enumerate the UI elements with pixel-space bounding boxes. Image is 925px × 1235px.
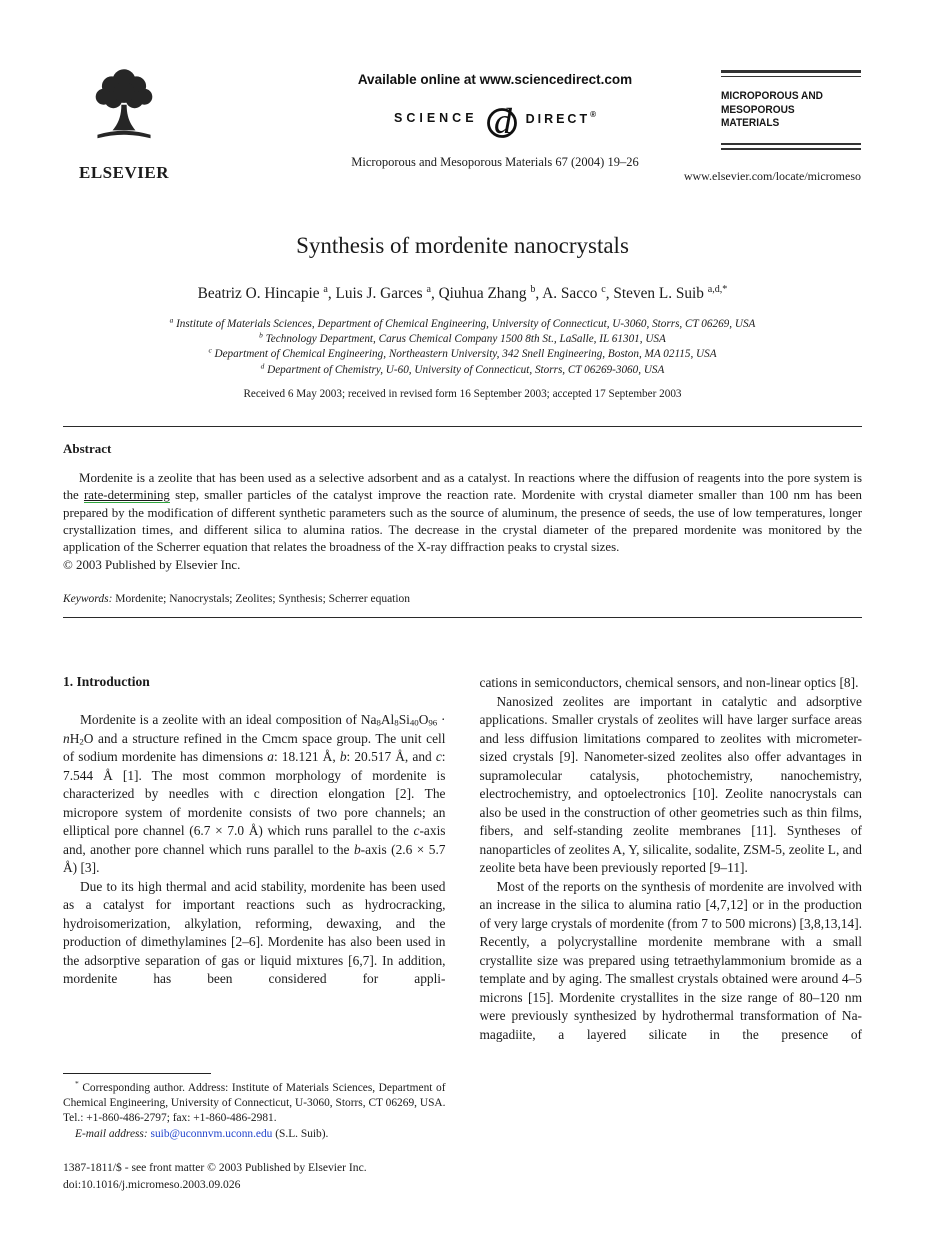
page-footer	[63, 1160, 862, 1193]
affiliation-line	[63, 347, 862, 362]
journal-url[interactable]: www.elsevier.com/locate/micromeso	[683, 169, 861, 183]
elsevier-tree-icon	[77, 64, 171, 156]
intro-paragraph-4: Nanosized zeolites are important in catalytic and adsorptive applications. Smaller crystals of zeolites will have larger surface areas and less diffusion limitations compared to zeolites with micrometer-sized crystals [9]. Nanometer-sized zeolites also offer advantages in supramolecular catalysis, photochemistry, nanochemistry, electrochemistry, and optoelectronics [10]. Zeolite nanocrystals can also be used in the construction of other geometries such as thin films, fibers, and self-standing zeolite membranes [11]. Syntheses of nanoparticles of zeolites A, Y, silicalite, sodalite, ZSM-5, zeolite L, and zeolite beta have been previously reported [9–11].	[479, 693, 862, 876]
affiliation-marker: a	[169, 315, 174, 325]
direct-word: DIRECT	[525, 112, 591, 126]
issn-line: 1387-1811/$ - see front matter © 2003 Published by Elsevier Inc.	[63, 1161, 367, 1175]
keywords-line	[63, 593, 862, 605]
registered-mark: ®	[590, 110, 596, 119]
keywords-text: Mordenite; Nanocrystals; Zeolites; Synthesis; Scherrer equation	[112, 593, 411, 606]
abstract-bottom-rule	[63, 617, 862, 618]
footnote	[63, 1073, 446, 1143]
affiliation-line	[63, 332, 862, 347]
svg-text:d: d	[493, 101, 512, 140]
masthead-center	[295, 72, 695, 170]
introduction-heading: 1. Introduction	[63, 674, 150, 690]
double-rule-top	[721, 70, 861, 77]
abstract-top-rule	[63, 426, 862, 427]
received-dates: Received 6 May 2003; received in revised form 16 September 2003; accepted 17 September 2003	[243, 387, 682, 400]
science-text: SCIENCE	[393, 111, 478, 125]
left-column	[63, 674, 446, 1142]
rate-determining-underline[interactable]: rate-determining	[83, 488, 170, 503]
intro-paragraph-5: Most of the reports on the synthesis of mordenite are involved with an increase in the silica to alumina ratio [4,7,12] or in the production of very large crystals of mordenite (from 7 to 500 microns) [3,8,13,14]. Recently, a polycrystalline mordenite membrane with a small crystallite size was prepared using tetraethylammonium bromide as a template and by aging. The smallest crystals obtained were around 4–5 microns [15]. Mordenite crystallites in the size range of 80–120 nm were previously synthesized by hydrothermal transformation of Na-magadiite, a layered silicate in the presence of	[479, 878, 862, 1042]
elsevier-logo	[65, 64, 183, 183]
journal-name-box	[721, 70, 861, 150]
journal-name-line: MICROPOROUS AND	[721, 90, 823, 102]
keywords-label: Keywords:	[63, 593, 113, 606]
article-title: Synthesis of mordenite nanocrystals	[296, 233, 629, 258]
abstract-copyright: © 2003 Published by Elsevier Inc.	[63, 557, 241, 572]
affiliation-text: Technology Department, Carus Chemical Company 1500 8th St., LaSalle, IL 61301, USA	[262, 333, 666, 346]
author-list: Beatriz O. Hincapie $^a$, Luis J. Garces $^a$, Qiuhua Zhang $^b$, A. Sacco $^c$, Steven L. Suib $^{a,d,*}$	[197, 283, 728, 302]
affiliation-line	[63, 360, 862, 378]
sciencedirect-d-icon	[484, 96, 520, 140]
affiliation-text: Department of Chemical Engineering, Northeastern University, 342 Snell Engineering, Boston, MA 02115, USA	[211, 348, 717, 361]
affiliation-marker: c	[208, 345, 212, 355]
abstract-heading: Abstract	[63, 440, 112, 456]
affiliation-text: Department of Chemistry, U-60, University of Connecticut, Storrs, CT 06269-3060, USA	[264, 363, 665, 376]
available-online-text: Available online at www.sciencedirect.com	[357, 72, 633, 87]
email-link[interactable]: suib@uconnvm.uconn.edu	[150, 1127, 273, 1140]
elsevier-wordmark: ELSEVIER	[79, 163, 169, 182]
email-address-line: E-mail address: suib@uconnvm.uconn.edu (S.L. Suib).	[75, 1127, 329, 1140]
sciencedirect-logo	[295, 95, 695, 141]
two-column-body	[63, 674, 862, 1142]
right-column	[480, 674, 863, 1142]
journal-name-line: MESOPOROUS MATERIALS	[721, 103, 795, 129]
intro-paragraph-3: cations in semiconductors, chemical sensors, and non-linear optics [8].	[479, 675, 859, 691]
journal-masthead	[63, 0, 862, 205]
affiliations	[63, 317, 862, 378]
affiliation-text: Institute of Materials Sciences, Department of Chemical Engineering, University of Connecticut, U-3060, Storrs, CT 06269, USA	[173, 318, 756, 330]
double-rule-bottom	[721, 143, 861, 150]
direct-text	[526, 110, 596, 126]
affiliation-marker: b	[259, 330, 263, 340]
journal-citation: Microporous and Mesoporous Materials 67 (2004) 19–26	[351, 155, 639, 169]
journal-name	[721, 90, 850, 131]
corresponding-author-note: * Corresponding author. Address: Institute of Materials Sciences, Department of Chemical Engineering, University of Connecticut, U-3060, Storrs, CT 06269, USA. Tel.: +1-860-486-2797; fax: +1-860-486-2981.	[63, 1078, 446, 1125]
intro-paragraph-2: Due to its high thermal and acid stability, mordenite has been used as a catalyst for important reactions such as hydrocracking, hydroisomerization, alkylation, reforming, dewaxing, and the production of dimethylamines [2–6]. Mordenite has also been used in the adsorptive separation of gas or liquid mixtures [6,7]. In addition, mordenite has been considered for appli-	[63, 878, 446, 987]
affiliation-marker: d	[260, 360, 265, 370]
doi-line: doi:10.1016/j.micromeso.2003.09.026	[63, 1177, 241, 1191]
affiliation-line	[63, 317, 862, 332]
footnote-rule	[63, 1073, 211, 1074]
abstract-text: Mordenite is a zeolite that has been used as a selective adsorbent and as a catalyst. In reactions where the diffusion of reagents into the pore system is the rate-determining step, smaller particles of the catalyst improve the reaction rate. Mordenite with crystal diameter smaller than 100 nm has been prepared by the modification of different synthetic parameters such as the source of aluminum, the presence of seeds, the use of low temperatures, longer crystallization times, and different silica to alumina ratios. The decrease in the crystal diameter of the prepared mordenite was monitored by the application of the Scherrer equation that relates the broadness of the X-ray diffraction peaks to crystal sizes.	[63, 470, 862, 555]
intro-paragraph-1: Mordenite is a zeolite with an ideal composition of Na8Al8Si40O96 · nH2O and a structure refined in the Cmcm space group. The unit cell of sodium mordenite has dimensions a: 18.121 Å, b: 20.517 Å, and c: 7.544 Å [1]. The most common morphology of mordenite is characterized by needles with c direction elongation [2]. The micropore system of mordenite consists of two pore channels; an elliptical pore channel (6.7 × 7.0 Å) which runs parallel to the c-axis and, another pore channel which runs parallel to the b-axis (2.6 × 5.7 Å) [3].	[63, 712, 446, 876]
